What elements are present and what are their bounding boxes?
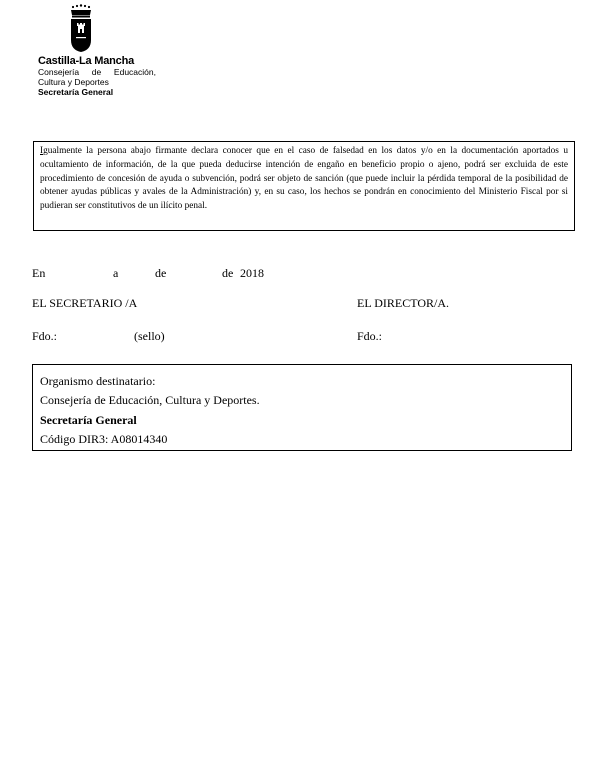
recipient-unit: Secretaría General (40, 412, 137, 427)
recipient-label: Organismo destinatario: (40, 374, 156, 388)
date-a: a (113, 266, 119, 280)
secretary-role: EL SECRETARIO /A (32, 296, 138, 310)
date-de-2: de (222, 266, 234, 280)
department-line-1: Consejería de Educación, (38, 67, 156, 77)
org-name: Castilla-La Mancha (38, 55, 135, 67)
department-line-3: Secretaría General (38, 87, 114, 97)
date-de-1: de (155, 266, 167, 280)
seal-label: (sello) (134, 329, 165, 343)
organization-header (38, 55, 156, 97)
date-en: En (32, 266, 46, 280)
castilla-la-mancha-logo-icon (66, 4, 96, 54)
recipient-box (32, 364, 572, 451)
declaration-box: Igualmente la persona abajo firmante declara conocer que en el caso de falsedad en los datos y/o en la documentación aportados u ocultamiento de información, de la que pueda deducirse intención de engaño en beneficio propio o ajeno, podrá ser excluida de este procedimiento de concesión de ayuda o subvención, podrá ser objeto de sanción (que puede incluir la pérdida temporal de la posibilidad de obtener ayudas públicas y avales de la Administración) y, en su caso, los hechos se pondrán en conocimiento del Ministerio Fiscal por si pudieran ser constitutivos de un ilícito penal. (33, 141, 575, 231)
department-line-2: Cultura y Deportes (38, 77, 109, 87)
recipient-dir3-code: Código DIR3: A08014340 (40, 431, 168, 446)
recipient-ministry: Consejería de Educación, Cultura y Deportes. (40, 393, 260, 408)
date-year: 2018 (240, 266, 264, 280)
director-role: EL DIRECTOR/A. (357, 296, 449, 310)
director-signature-label: Fdo.: (357, 329, 383, 343)
secretary-signature-label: Fdo.: (32, 329, 58, 343)
